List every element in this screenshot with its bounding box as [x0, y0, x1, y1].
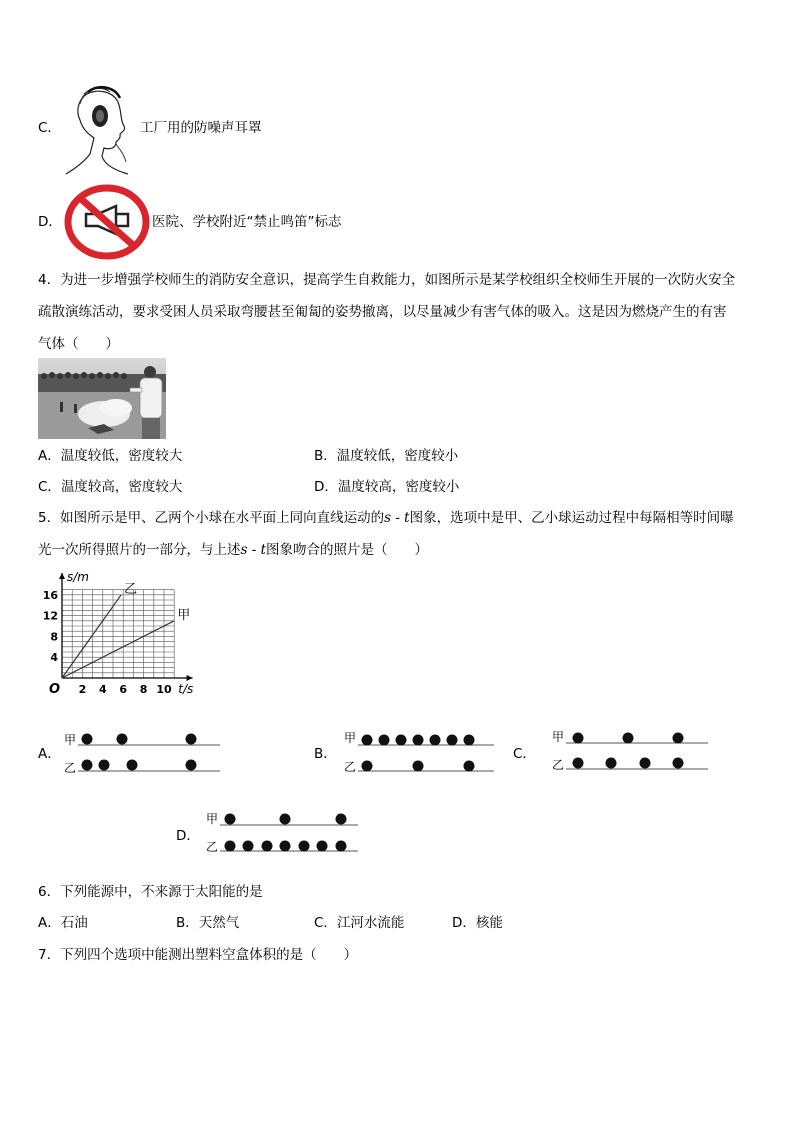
q4-option-d: D．温度较高，密度较小 [314, 479, 460, 495]
ball [127, 760, 138, 771]
x-axis-arrow [187, 675, 193, 681]
x-tick-label: 4 [98, 683, 107, 696]
q5-option-b-photo [342, 726, 496, 778]
ball [186, 734, 197, 745]
row-label-yi: 乙 [344, 760, 357, 774]
row-label-jia: 甲 [64, 733, 77, 747]
no-horn-sign-icon [64, 184, 150, 260]
q4-stem [38, 264, 758, 360]
ball [464, 735, 475, 746]
x-tick-label: 8 [139, 683, 148, 696]
q4-stem-line1: 4．为进一步增强学校师生的消防安全意识，提高学生自救能力，如图所示是某学校组织全校师生开展的一次防火安全 [38, 272, 736, 288]
headphones-illustration [54, 84, 140, 176]
q3-option-d-letter: D． [38, 214, 62, 230]
row-label-jia: 甲 [206, 812, 219, 826]
ball [243, 841, 254, 852]
y-axis-arrow [59, 573, 65, 579]
ball [623, 733, 634, 744]
chart-x-label: t/s [178, 682, 194, 696]
row-label-jia: 甲 [344, 731, 357, 745]
ball [336, 841, 347, 852]
ball [280, 841, 291, 852]
q5-option-d-photo [204, 808, 360, 858]
q6-option-a: A．石油 [38, 915, 88, 931]
q3-option-d-text: 医院、学校附近“禁止鸣笛”标志 [152, 214, 342, 230]
series-label: 乙 [124, 581, 138, 597]
ball [362, 735, 373, 746]
ball [262, 841, 273, 852]
q4-option-a: A．温度较低，密度较大 [38, 448, 183, 464]
q5-option-b-letter: B． [314, 746, 337, 762]
x-tick-label: 2 [78, 683, 87, 696]
q3-option-c-letter: C． [38, 120, 61, 136]
x-tick-label: 6 [119, 683, 128, 696]
chart-origin-label: O [49, 682, 61, 697]
ball [673, 733, 684, 744]
series-line [62, 621, 174, 678]
ball [640, 758, 651, 769]
ball [117, 734, 128, 745]
ball [82, 734, 93, 745]
ball [464, 761, 475, 772]
y-tick-label: 12 [42, 609, 58, 623]
q4-option-c: C．温度较高，密度较大 [38, 479, 183, 495]
row-label-yi: 乙 [206, 840, 219, 854]
q6-option-b: B．天然气 [176, 915, 240, 931]
ball [99, 760, 110, 771]
row-label-yi: 乙 [64, 761, 77, 775]
ball [317, 841, 328, 852]
ball [673, 758, 684, 769]
ball [299, 841, 310, 852]
q5-stem-line1: 5．如图所示是甲、乙两个小球在水平面上同向直线运动的s - t图象，选项中是甲、乙小球运动过程中每隔相等时间曝 [38, 510, 734, 526]
q5-option-c-letter: C． [513, 746, 536, 762]
fire-drill-photo [38, 358, 166, 439]
q4-stem-line2: 疏散演练活动，要求受困人员采取弯腰甚至匍匐的姿势撤离，以尽量减少有害气体的吸入。这是因为燃烧产生的有害 [38, 304, 727, 320]
ball [362, 761, 373, 772]
q5-stem-line2: 光一次所得照片的一部分，与上述s - t图象吻合的照片是（ ） [38, 542, 428, 558]
q5-option-c-photo [550, 726, 710, 776]
chart-series [62, 582, 190, 678]
q3-option-c-text: 工厂用的防噪声耳罩 [140, 120, 262, 136]
q4-stem-line3: 气体（ ） [38, 336, 119, 352]
ball [186, 760, 197, 771]
ball [447, 735, 458, 746]
ball [606, 758, 617, 769]
ball [573, 758, 584, 769]
ball [413, 735, 424, 746]
series-label: 甲 [177, 607, 191, 623]
ball [225, 841, 236, 852]
ball [413, 761, 424, 772]
ball [82, 760, 93, 771]
row-label-jia: 甲 [552, 730, 565, 744]
ball [573, 733, 584, 744]
ball [430, 735, 441, 746]
ball [396, 735, 407, 746]
ball [379, 735, 390, 746]
y-tick-label: 8 [50, 630, 58, 644]
ball [225, 814, 236, 825]
st-chart [36, 568, 212, 700]
q6-option-c: C．江河水流能 [314, 915, 405, 931]
y-tick-label: 4 [50, 651, 58, 665]
q5-option-a-photo [60, 728, 222, 778]
q5-option-a-letter: A． [38, 746, 61, 762]
q6-option-d: D．核能 [452, 915, 503, 931]
chart-grid [62, 590, 174, 678]
q5-stem [38, 502, 758, 566]
y-tick-label: 16 [42, 588, 58, 602]
ball [336, 814, 347, 825]
x-tick-label: 10 [156, 683, 172, 696]
q5-option-d-letter: D． [176, 828, 200, 844]
q4-option-b: B．温度较低，密度较小 [314, 448, 459, 464]
ball [280, 814, 291, 825]
row-label-yi: 乙 [552, 758, 565, 772]
q7-stem: 7．下列四个选项中能测出塑料空盒体积的是（ ） [38, 947, 358, 963]
q6-stem: 6．下列能源中，不来源于太阳能的是 [38, 884, 263, 900]
chart-y-label: s/m [67, 569, 89, 584]
